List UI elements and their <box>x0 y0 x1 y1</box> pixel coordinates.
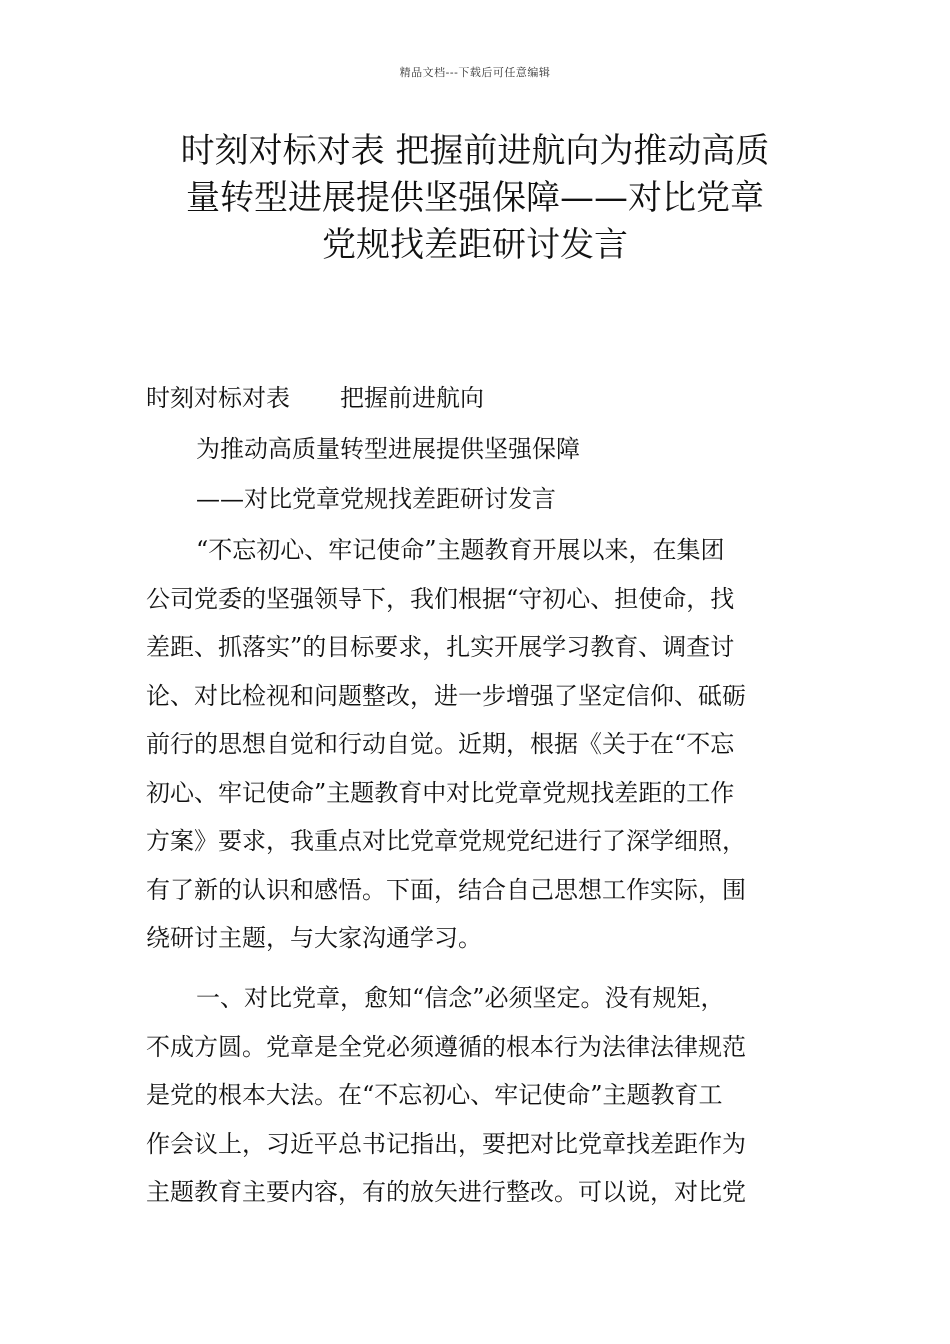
paragraph-section-one <box>146 974 810 1217</box>
title-line: 时刻对标对表 把握前进航向为推动高质 <box>180 131 770 171</box>
paragraph-line: 论、对比检视和问题整改，进一步增强了坚定信仰、砥砺 <box>146 681 746 710</box>
paragraph-line: 是党的根本大法。在“不忘初心、牢记使命”主题教育工 <box>146 1081 723 1109</box>
paragraph-line: 公司党委的坚强领导下，我们根据“守初心、担使命，找 <box>146 584 735 613</box>
subtitle-line-2: 为推动高质量转型进展提供坚强保障 <box>196 435 580 463</box>
title-line: 量转型进展提供坚强保障——对比党章 <box>186 178 764 218</box>
subtitle-line-3: ——对比党章党规找差距研讨发言 <box>196 485 556 513</box>
subtitle-line-1 <box>146 382 484 414</box>
paragraph-line: 主题教育主要内容，有的放矢进行整改。可以说，对比党 <box>146 1178 746 1206</box>
paragraph-line: 作会议上，习近平总书记指出，要把对比党章找差距作为 <box>146 1129 746 1158</box>
paragraph-line: 方案》要求，我重点对比党章党规党纪进行了深学细照， <box>146 827 746 855</box>
paragraph-line: 有了新的认识和感悟。下面，结合自己思想工作实际，围 <box>146 875 746 904</box>
header-note: 精品文档---下载后可任意编辑 <box>399 66 551 79</box>
paragraph-line: 绕研讨主题，与大家沟通学习。 <box>146 924 482 952</box>
paragraph-line: 一、对比党章，愈知“信念”必须坚定。没有规矩， <box>196 984 725 1012</box>
subtitle-part: 把握前进航向 <box>340 384 484 412</box>
paragraph-intro <box>146 526 810 963</box>
paragraph-line: 差距、抓落实”的目标要求，扎实开展学习教育、调查讨 <box>146 633 735 661</box>
subtitle-part: 时刻对标对表 <box>146 384 290 412</box>
paragraph-line: “不忘初心、牢记使命”主题教育开展以来，在集团 <box>196 536 725 564</box>
title-line: 党规找差距研讨发言 <box>322 225 628 265</box>
paragraph-line: 不成方圆。党章是全党必须遵循的根本行为法律法律规范 <box>146 1032 746 1061</box>
document-title <box>140 128 810 269</box>
paragraph-line: 初心、牢记使命”主题教育中对比党章党规找差距的工作 <box>146 778 735 807</box>
paragraph-line: 前行的思想自觉和行动自觉。近期，根据《关于在“不忘 <box>146 730 735 758</box>
